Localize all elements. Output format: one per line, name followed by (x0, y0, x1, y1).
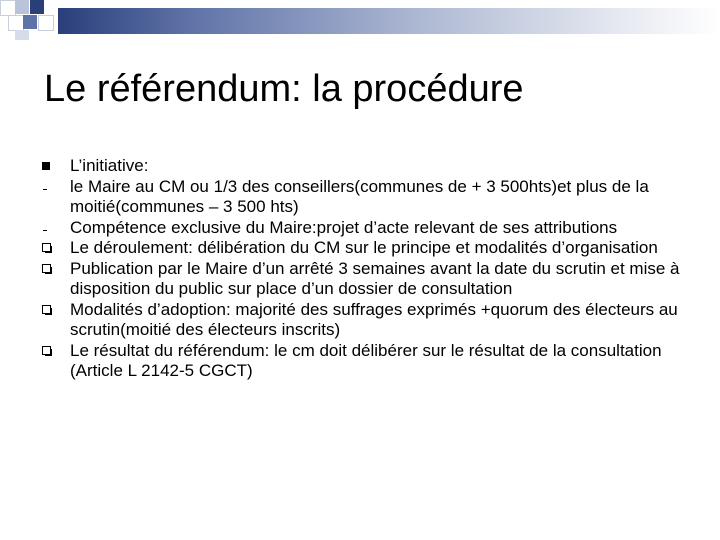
list-item (40, 300, 690, 341)
decor-square-light (15, 0, 29, 14)
decor-square-mid (8, 15, 24, 31)
slide-title: Le référendum: la procédure (44, 68, 524, 110)
box-bullet-icon (40, 238, 54, 258)
decor-square-dark (30, 0, 44, 14)
list-item-text: Le déroulement: délibération du CM sur le principe et modalités d’organisation (70, 238, 658, 257)
list-item-text: le Maire au CM ou 1/3 des conseillers(communes de + 3 500hts)et plus de la moitié(communes – 3 500 hts) (70, 176, 649, 216)
header-decoration (0, 0, 720, 48)
header-gradient-bar (58, 8, 720, 34)
list-item-text: L’initiative: (70, 156, 149, 175)
list-item (40, 341, 690, 382)
list-item (40, 238, 690, 259)
dash-bullet-icon (40, 218, 54, 238)
box-bullet-icon (40, 259, 54, 279)
dash-bullet-icon (40, 177, 54, 197)
decor-square-pale (38, 15, 54, 31)
list-item-text: Compétence exclusive du Maire:projet d’acte relevant de ses attributions (70, 217, 618, 237)
box-bullet-icon (40, 341, 54, 361)
list-item (40, 259, 690, 300)
list-item (40, 218, 690, 239)
list-item-text: Publication par le Maire d’un arrêté 3 semaines avant la date du scrutin et mise à disposition du public sur place d’un dossier de consultation (70, 258, 680, 298)
decor-square-blue (23, 15, 37, 29)
decor-square-small (15, 30, 29, 40)
box-bullet-icon (40, 300, 54, 320)
list-item (40, 156, 690, 177)
decor-square-white (0, 0, 16, 16)
square-bullet-icon (40, 156, 54, 176)
list-item-text: Le résultat du référendum: le cm doit délibérer sur le résultat de la consultation (Article L 2142-5 CGCT) (70, 340, 662, 380)
bullet-list (40, 156, 690, 382)
list-item (40, 177, 690, 218)
list-item-text: Modalités d’adoption: majorité des suffrages exprimés +quorum des électeurs au scrutin(moitié des électeurs inscrits) (70, 299, 678, 339)
